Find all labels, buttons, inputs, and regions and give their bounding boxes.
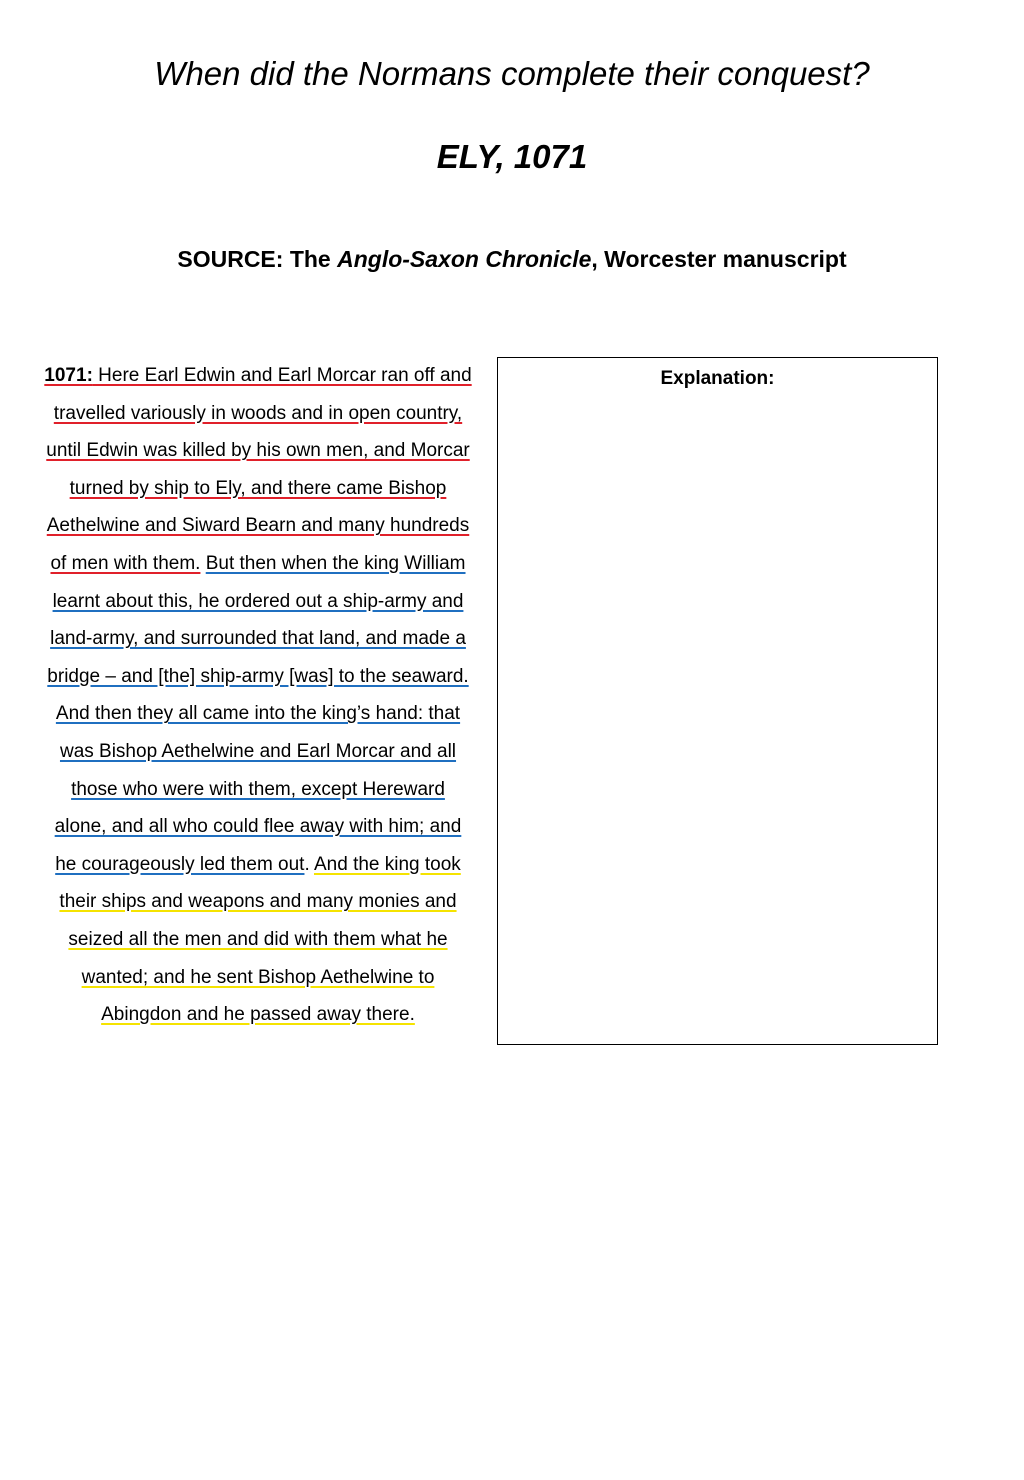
source-prefix: SOURCE: The [177,246,338,272]
passage-segment-blue: But then when the king William learnt about this, he ordered out a ship-army and land-army, and surrounded that land, and made a bridge – and [the] ship-army [was] to the seaward. And then they all came into the king’s hand: that was Bishop Aethelwine and Earl Morcar and all those who were with them, except Hereward alone, and all who could flee away with him; and he courageously led them out [47,552,469,875]
event-subtitle: ELY, 1071 [436,138,588,175]
page-title: When did the Normans complete their conquest? [154,55,870,92]
explanation-box[interactable] [497,357,938,1045]
passage-segment-red [44,365,471,574]
source-passage: 1071: Here Earl Edwin and Earl Morcar ran off and travelled variously in woods and in open country, until Edwin was killed by his own men, and Morcar turned by ship to Ely, and there came Bishop Aethelwine and Siward Bearn and many hundreds of men with them. But then when the king William learnt about this, he ordered out a ship-army and land-army, and surrounded that land, and made a bridge – and [the] ship-army [was] to the seaward. And then they all came into the king’s hand: that was Bishop Aethelwine and Earl Morcar and all those who were with them, except Hereward alone, and all who could flee away with him; and he courageously led them out. And the king took their ships and weapons and many monies and seized all the men and did with them what he wanted; and he sent Bishop Aethelwine to Abingdon and he passed away there. [44,365,472,1026]
source-work-title: Anglo-Saxon Chronicle [337,246,592,272]
source-heading [0,243,1024,275]
explanation-label: Explanation: [660,368,775,389]
passage-segment-yellow: And the king took their ships and weapons and many monies and seized all the men and did with them what he wanted; and he sent Bishop Aethelwine to Abingdon and he passed away there. [59,853,461,1026]
passage-red-text: Here Earl Edwin and Earl Morcar ran off and travelled variously in woods and in open country, until Edwin was killed by his own men, and Morcar turned by ship to Ely, and there came Bishop Aethelwine and Siward Bearn and many hundreds of men with them. [46,365,472,574]
source-suffix: , Worcester manuscript [591,246,847,272]
passage-year-label: 1071: [44,365,93,386]
